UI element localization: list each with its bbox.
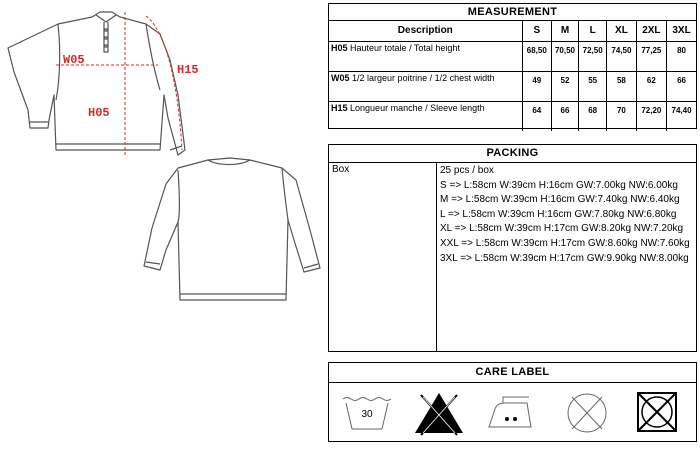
no-bleach-icon: [409, 387, 469, 437]
packing-line: S => L:58cm W:39cm H:16cm GW:7.00kg NW:6.00kg: [440, 179, 678, 191]
wash-30-icon: [337, 387, 397, 437]
cell-value: 66: [551, 102, 578, 132]
measurement-header-row: [329, 21, 696, 42]
wash-temperature: 30: [361, 409, 373, 420]
packing-line: 25 pcs / box: [440, 165, 494, 176]
packing-panel: [328, 144, 697, 352]
cell-value: 70,50: [551, 42, 578, 72]
iron-two-dots-icon: [481, 387, 541, 437]
row-description: H05 Hauteur totale / Total height: [329, 42, 522, 72]
cell-value: 52: [551, 72, 578, 102]
no-dry-clean-icon: [557, 387, 617, 437]
h05-label: H05: [88, 106, 110, 120]
header-size-2xl: 2XL: [636, 21, 666, 42]
cell-value: 68,50: [522, 42, 551, 72]
no-tumble-dry-icon: [627, 387, 687, 437]
table-row: [329, 102, 696, 132]
packing-line: M => L:58cm W:39cm H:16cm GW:7.40kg NW:6.40kg: [440, 194, 680, 206]
cell-value: 68: [579, 102, 607, 132]
cell-value: 62: [636, 72, 666, 102]
packing-label: Box: [329, 163, 437, 351]
garment-technical-drawing: [0, 0, 325, 445]
measurement-title: MEASUREMENT: [329, 4, 696, 21]
header-size-3xl: 3XL: [667, 21, 696, 42]
cell-value: 72,20: [636, 102, 666, 132]
front-view-outline: [8, 12, 185, 155]
packing-line: XL => L:58cm W:39cm H:17cm GW:8.20kg NW:7.20kg: [440, 223, 684, 235]
cell-value: 74,50: [607, 42, 636, 72]
packing-line: XXL => L:58cm W:39cm H:17cm GW:8.60kg NW:7.60kg: [440, 237, 690, 249]
care-label-panel: [328, 362, 697, 442]
packing-line: 3XL => L:58cm W:39cm H:17cm GW:9.90kg NW:8.00kg: [440, 252, 689, 264]
sleeve-length-line: [146, 16, 182, 150]
garment-sketches: [0, 0, 325, 445]
care-icons-row: [329, 383, 696, 441]
header-size-s: S: [522, 21, 551, 42]
h15-label: H15: [177, 63, 199, 77]
cell-value: 64: [522, 102, 551, 132]
cell-value: 72,50: [579, 42, 607, 72]
header-size-m: M: [551, 21, 578, 42]
cell-value: 55: [579, 72, 607, 102]
measurement-table: [329, 21, 696, 131]
packing-title: PACKING: [329, 145, 696, 163]
row-description: W05 1/2 largeur poitrine / 1/2 chest width: [329, 72, 522, 102]
header-description: Description: [329, 21, 522, 42]
cell-value: 58: [607, 72, 636, 102]
packing-details: [440, 164, 694, 266]
cell-value: 70: [607, 102, 636, 132]
back-view-outline: [144, 158, 320, 300]
measurement-panel: [328, 3, 697, 129]
header-size-xl: XL: [607, 21, 636, 42]
packing-line: L => L:58cm W:39cm H:16cm GW:7.80kg NW:6.80kg: [440, 208, 677, 220]
w05-label: W05: [63, 53, 85, 67]
header-size-l: L: [579, 21, 607, 42]
cell-value: 66: [667, 72, 696, 102]
cell-value: 77,25: [636, 42, 666, 72]
cell-value: 49: [522, 72, 551, 102]
table-row: [329, 42, 696, 72]
row-description: H15 Longueur manche / Sleeve length: [329, 102, 522, 132]
cell-value: 80: [667, 42, 696, 72]
care-label-title: CARE LABEL: [329, 363, 696, 383]
cell-value: 74,40: [667, 102, 696, 132]
packing-row: [329, 163, 696, 351]
table-row: [329, 72, 696, 102]
